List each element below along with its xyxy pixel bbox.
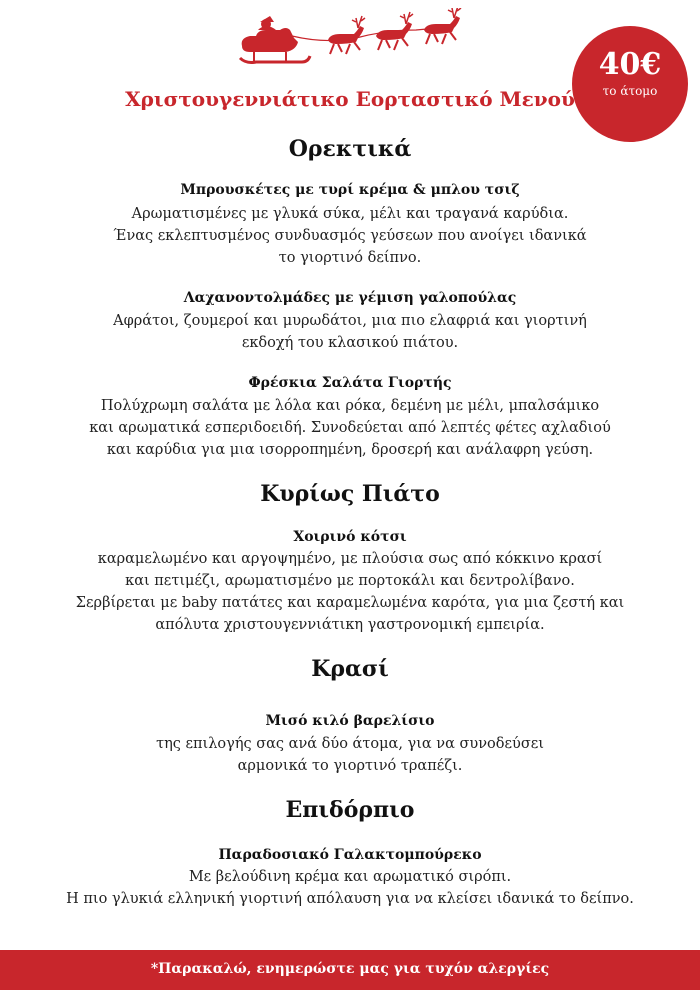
allergy-footer	[0, 950, 700, 990]
section-title-dessert: Επιδόρπιο	[285, 797, 415, 823]
item-description	[0, 866, 700, 910]
item-name: Μισό κιλό βαρελίσιο	[265, 713, 435, 729]
section-title-main-course: Κυρίως Πιάτο	[260, 481, 440, 507]
description-line: και αρωματικά εσπεριδοειδή. Συνοδεύεται από λεπτές φέτες αχλαδιού	[89, 420, 611, 436]
item-description	[0, 733, 700, 777]
menu-title: Χριστουγεννιάτικο Εορταστικό Μενού	[125, 87, 575, 111]
item-name: Φρέσκια Σαλάτα Γιορτής	[248, 375, 452, 391]
item-description	[0, 310, 700, 354]
description-line: αρμονικά το γιορτινό τραπέζι.	[237, 758, 463, 774]
description-line: εκδοχή του κλασικού πιάτου.	[241, 335, 459, 351]
description-line: και πετιμέζι, αρωματισμένο με πορτοκάλι και δεντρολίβανο.	[125, 573, 575, 589]
section-title-appetizers: Ορεκτικά	[288, 136, 412, 162]
item-description	[0, 548, 700, 636]
item-description	[0, 395, 700, 461]
price-amount: 40€	[598, 47, 662, 82]
santa-sleigh-reindeer-icon	[236, 8, 466, 70]
price-note: το άτομο	[602, 84, 658, 98]
item-name: Παραδοσιακό Γαλακτομπούρεκο	[218, 847, 482, 863]
description-line: απόλυτα χριστουγεννιάτικη γαστρονομική εμπειρία.	[155, 617, 545, 633]
section-title-wine: Κρασί	[311, 656, 389, 682]
description-line: Ένας εκλεπτυσμένος συνδυασμός γεύσεων που ανοίγει ιδανικά	[113, 228, 587, 244]
item-name: Μπρουσκέτες με τυρί κρέμα & μπλου τσιζ	[180, 182, 520, 198]
description-line: Η πιο γλυκιά ελληνική γιορτινή απόλαυση για να κλείσει ιδανικά το δείπνο.	[66, 891, 634, 907]
description-line: Πολύχρωμη σαλάτα με λόλα και ρόκα, δεμένη με μέλι, μπαλσάμικο	[100, 398, 600, 414]
description-line: Αρωματισμένες με γλυκά σύκα, μέλι και τραγανά καρύδια.	[131, 206, 569, 222]
description-line: Με βελούδινη κρέμα και αρωματικό σιρόπι.	[188, 869, 512, 885]
price-badge	[572, 26, 688, 142]
description-line: της επιλογής σας ανά δύο άτομα, για να συνοδεύσει	[156, 736, 544, 752]
item-name: Λαχανοντολμάδες με γέμιση γαλοπούλας	[183, 290, 517, 306]
description-line: και καρύδια για μια ισορροπημένη, δροσερή και ανάλαφρη γεύση.	[106, 442, 594, 458]
description-line: καραμελωμένο και αργοψημένο, με πλούσια σως από κόκκινο κρασί	[97, 551, 603, 567]
description-line: Σερβίρεται με baby πατάτες και καραμελωμένα καρότα, για μια ζεστή και	[75, 595, 625, 611]
item-name: Χοιρινό κότσι	[293, 529, 407, 545]
description-line: το γιορτινό δείπνο.	[278, 250, 422, 266]
allergy-note: *Παρακαλώ, ενημερώστε μας για τυχόν αλεργίες	[150, 961, 550, 977]
description-line: Αφράτοι, ζουμεροί και μυρωδάτοι, μια πιο ελαφριά και γιορτινή	[113, 313, 587, 329]
item-description	[0, 203, 700, 269]
